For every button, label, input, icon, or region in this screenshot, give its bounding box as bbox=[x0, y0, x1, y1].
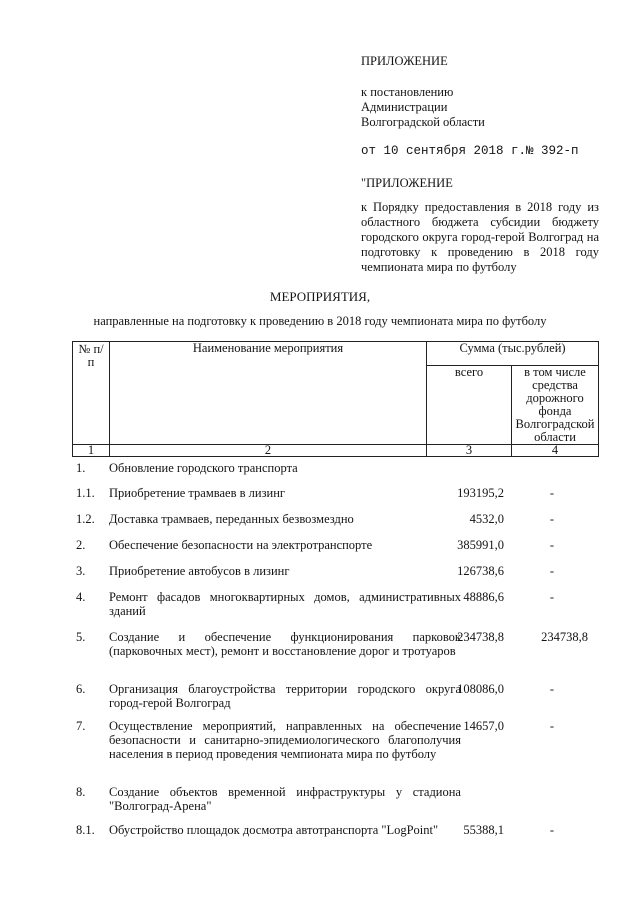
row-name: Создание и обеспечение функционирования парковок (парковочных мест), ремонт и восстановление дорог и тротуаров bbox=[109, 630, 461, 658]
row-name: Создание объектов временной инфраструктуры у стадиона "Волгоград-Арена" bbox=[109, 785, 461, 813]
resolution-date: от 10 сентября 2018 г.№ 392-п bbox=[361, 144, 579, 158]
page-title: МЕРОПРИЯТИЯ, bbox=[269, 289, 371, 304]
row-road: 234738,8 bbox=[541, 630, 588, 644]
row-road: - bbox=[549, 486, 555, 500]
row-road: - bbox=[549, 564, 555, 578]
row-num: 7. bbox=[76, 719, 86, 733]
row-num: 2. bbox=[76, 538, 86, 552]
row-num: 8.1. bbox=[76, 823, 95, 837]
row-road: - bbox=[549, 682, 555, 696]
header-road: в том числе средства дорожного фонда Волгоградской области bbox=[512, 366, 599, 445]
events-table-header bbox=[72, 341, 599, 457]
row-name: Приобретение трамваев в лизинг bbox=[109, 486, 286, 500]
row-total: 14657,0 bbox=[463, 719, 504, 733]
index-4: 4 bbox=[512, 445, 599, 457]
page-subtitle: направленные на подготовку к проведению в 2018 году чемпионата мира по футболу bbox=[93, 314, 547, 328]
row-name: Организация благоустройства территории городского округа город-герой Волгоград bbox=[109, 682, 461, 710]
row-total: 193195,2 bbox=[457, 486, 504, 500]
header-name: Наименование мероприятия bbox=[110, 342, 427, 445]
row-total: 48886,6 bbox=[463, 590, 504, 604]
resolution-line-3: Волгоградской области bbox=[361, 115, 485, 129]
header-sum: Сумма (тыс.рублей) bbox=[427, 342, 599, 366]
row-num: 1.2. bbox=[76, 512, 95, 526]
row-road: - bbox=[549, 823, 555, 837]
header-total: всего bbox=[427, 366, 512, 445]
row-num: 3. bbox=[76, 564, 86, 578]
row-name: Обновление городского транспорта bbox=[109, 461, 298, 475]
row-num: 1.1. bbox=[76, 486, 95, 500]
row-num: 5. bbox=[76, 630, 86, 644]
row-name: Обустройство площадок досмотра автотранспорта "LogPoint" bbox=[109, 823, 439, 837]
row-total: 385991,0 bbox=[457, 538, 504, 552]
appendix2-title: "ПРИЛОЖЕНИЕ bbox=[361, 176, 453, 190]
row-road: - bbox=[549, 512, 555, 526]
row-num: 8. bbox=[76, 785, 86, 799]
row-name: Ремонт фасадов многоквартирных домов, административных зданий bbox=[109, 590, 461, 618]
appendix-title: ПРИЛОЖЕНИЕ bbox=[361, 54, 448, 68]
index-1: 1 bbox=[73, 445, 110, 457]
row-total: 234738,8 bbox=[457, 630, 504, 644]
row-total: 4532,0 bbox=[469, 512, 504, 526]
index-3: 3 bbox=[427, 445, 512, 457]
row-total: 126738,6 bbox=[457, 564, 504, 578]
row-road: - bbox=[549, 719, 555, 733]
row-total: 55388,1 bbox=[463, 823, 504, 837]
row-name: Осуществление мероприятий, направленных на обеспечение безопасности и санитарно-эпидемиологического благополучия населения в период проведения чемпионата мира по футболу bbox=[109, 719, 461, 761]
row-num: 1. bbox=[76, 461, 86, 475]
row-road: - bbox=[549, 590, 555, 604]
row-total: 108086,0 bbox=[457, 682, 504, 696]
row-num: 4. bbox=[76, 590, 86, 604]
row-num: 6. bbox=[76, 682, 86, 696]
row-name: Приобретение автобусов в лизинг bbox=[109, 564, 290, 578]
resolution-line-2: Администрации bbox=[361, 100, 448, 114]
header-num: № п/п bbox=[73, 342, 110, 445]
index-2: 2 bbox=[110, 445, 427, 457]
row-road: - bbox=[549, 538, 555, 552]
row-name: Доставка трамваев, переданных безвозмездно bbox=[109, 512, 354, 526]
resolution-line-1: к постановлению bbox=[361, 85, 454, 99]
procedure-text: к Порядку предоставления в 2018 году из областного бюджета субсидии бюджету городского округа город-герой Волгоград на подготовку к проведению в 2018 году чемпионата мира по футболу bbox=[361, 200, 599, 274]
row-name: Обеспечение безопасности на электротранспорте bbox=[109, 538, 373, 552]
